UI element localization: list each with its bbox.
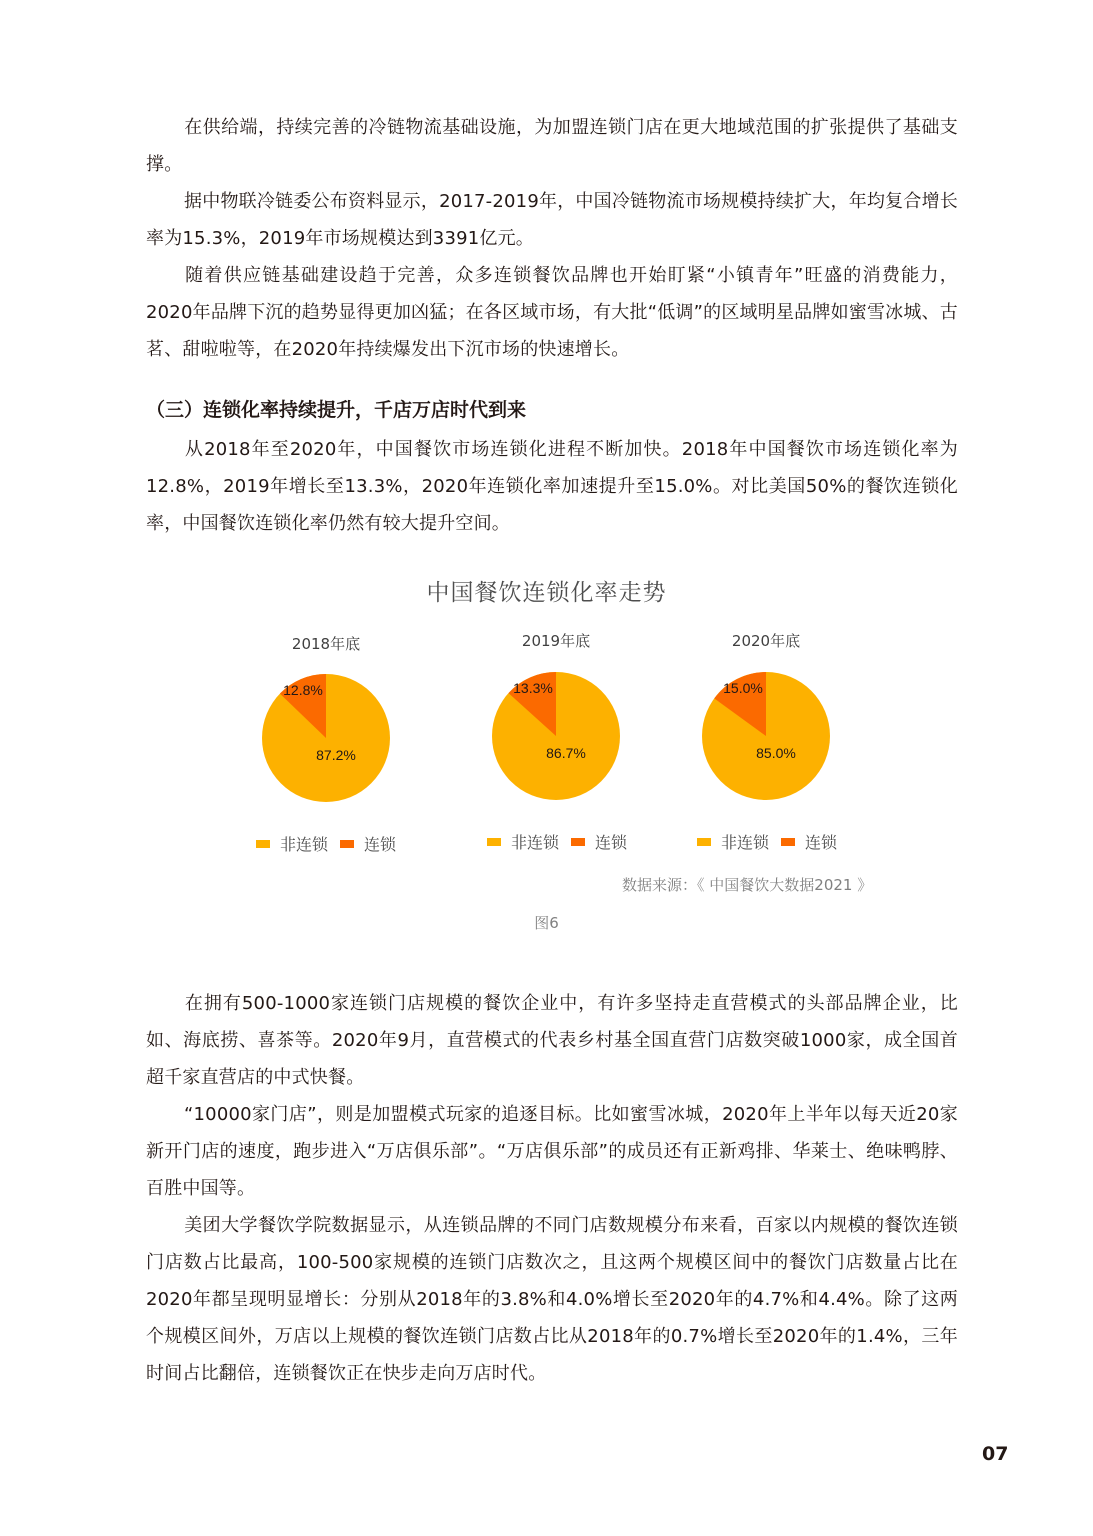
pie-label-2018: 2018年底 (291, 635, 361, 653)
pie-label-2020: 2020年底 (731, 632, 801, 650)
paragraph-meituan-data: 美团大学餐饮学院数据显示，从连锁品牌的不同门店数规模分布来看，百家以内规模的餐饮连锁门店数占比最高，100-500家规模的连锁门店数次之，且这两个规模区间中的餐饮门店数量占比在2020年都呈现明显增长：分别从2018年的3.8%和4.0%增长至2020年的4.7%和4.4%。除了这两个规模区间外，万店以上规模的餐饮连锁门店数占比从2018年的0.7%增长至2020年的1.4%，三年时间占比翻倍，连锁餐饮正在快步走向万店时代。 (146, 1215, 958, 1384)
pie-value-non-chain: 85.0% (756, 745, 796, 761)
legend-swatch-chain (571, 838, 585, 846)
paragraph-chain-rate-intro: 从2018年至2020年，中国餐饮市场连锁化进程不断加快。2018年中国餐饮市场连锁化率为12.8%，2019年增长至13.3%，2020年连锁化率加速提升至15.0%。对比美国50%的餐饮连锁化率，中国餐饮连锁化率仍然有较大提升空间。 (146, 439, 958, 534)
legend-label: 连锁 (595, 833, 628, 852)
legend-label: 非连锁 (280, 835, 329, 854)
data-source: 数据来源：《 中国餐饮大数据2021 》 (622, 876, 873, 894)
paragraph-brand-sinking: 随着供应链基础建设趋于完善，众多连锁餐饮品牌也开始盯紧“小镇青年”旺盛的消费能力，2020年品牌下沉的趋势显得更加凶猛；在各区域市场，有大批“低调”的区域明星品牌如蜜雪冰城、古茗、甜啦啦等，在2020年持续爆发出下沉市场的快速增长。 (146, 265, 958, 360)
paragraph-ten-thousand-stores: “10000家门店”，则是加盟模式玩家的追逐目标。比如蜜雪冰城，2020年上半年以每天近20家新开门店的速度，跑步进入“万店俱乐部”。“万店俱乐部”的成员还有正新鸡排、华莱士、绝味鸭脖、百胜中国等。 (146, 1104, 958, 1199)
legend-item-chain (781, 830, 837, 853)
legend-label: 非连锁 (721, 833, 770, 852)
legend-swatch-chain (781, 838, 795, 846)
pie-value-chain: 12.8% (283, 682, 323, 698)
pie-value-chain: 13.3% (513, 680, 553, 696)
paragraph-cold-chain-supply: 在供给端，持续完善的冷链物流基础设施，为加盟连锁门店在更大地域范围的扩张提供了基础支撑。 (146, 117, 958, 175)
legend-item-non-chain (697, 830, 769, 853)
legend-item-chain (340, 832, 396, 855)
pie-label-2019: 2019年底 (521, 632, 591, 650)
paragraph-direct-operation: 在拥有500-1000家连锁门店规模的餐饮企业中，有许多坚持走直营模式的头部品牌企业，比如、海底捞、喜茶等。2020年9月，直营模式的代表乡村基全国直营门店数突破1000家，成全国首超千家直营店的中式快餐。 (146, 993, 958, 1088)
pie-value-non-chain: 87.2% (316, 747, 356, 763)
chart-title: 中国餐饮连锁化率走势 (426, 580, 667, 606)
page-number: 07 (982, 1443, 1009, 1465)
legend-label: 连锁 (805, 833, 838, 852)
legend-item-non-chain (487, 830, 559, 853)
legend-label: 非连锁 (511, 833, 560, 852)
legend-2018 (256, 832, 408, 855)
legend-label: 连锁 (364, 835, 397, 854)
legend-swatch-non-chain (487, 838, 501, 846)
legend-swatch-non-chain (697, 838, 711, 846)
legend-2019 (487, 830, 639, 853)
pie-value-non-chain: 86.7% (546, 745, 586, 761)
figure-caption: 图6 (534, 914, 559, 932)
legend-2020 (697, 830, 849, 853)
legend-swatch-chain (340, 840, 354, 848)
legend-item-chain (571, 830, 627, 853)
legend-item-non-chain (256, 832, 328, 855)
paragraph-cold-chain-market: 据中物联冷链委公布资料显示，2017-2019年，中国冷链物流市场规模持续扩大，年均复合增长率为15.3%，2019年市场规模达到3391亿元。 (146, 191, 958, 249)
pie-chart-2018 (256, 668, 396, 808)
pie-chart-2020 (696, 666, 836, 806)
pie-chart-2019 (486, 666, 626, 806)
pie-value-chain: 15.0% (723, 680, 763, 696)
legend-swatch-non-chain (256, 840, 270, 848)
section-heading: （三）连锁化率持续提升，千店万店时代到来 (146, 399, 527, 421)
